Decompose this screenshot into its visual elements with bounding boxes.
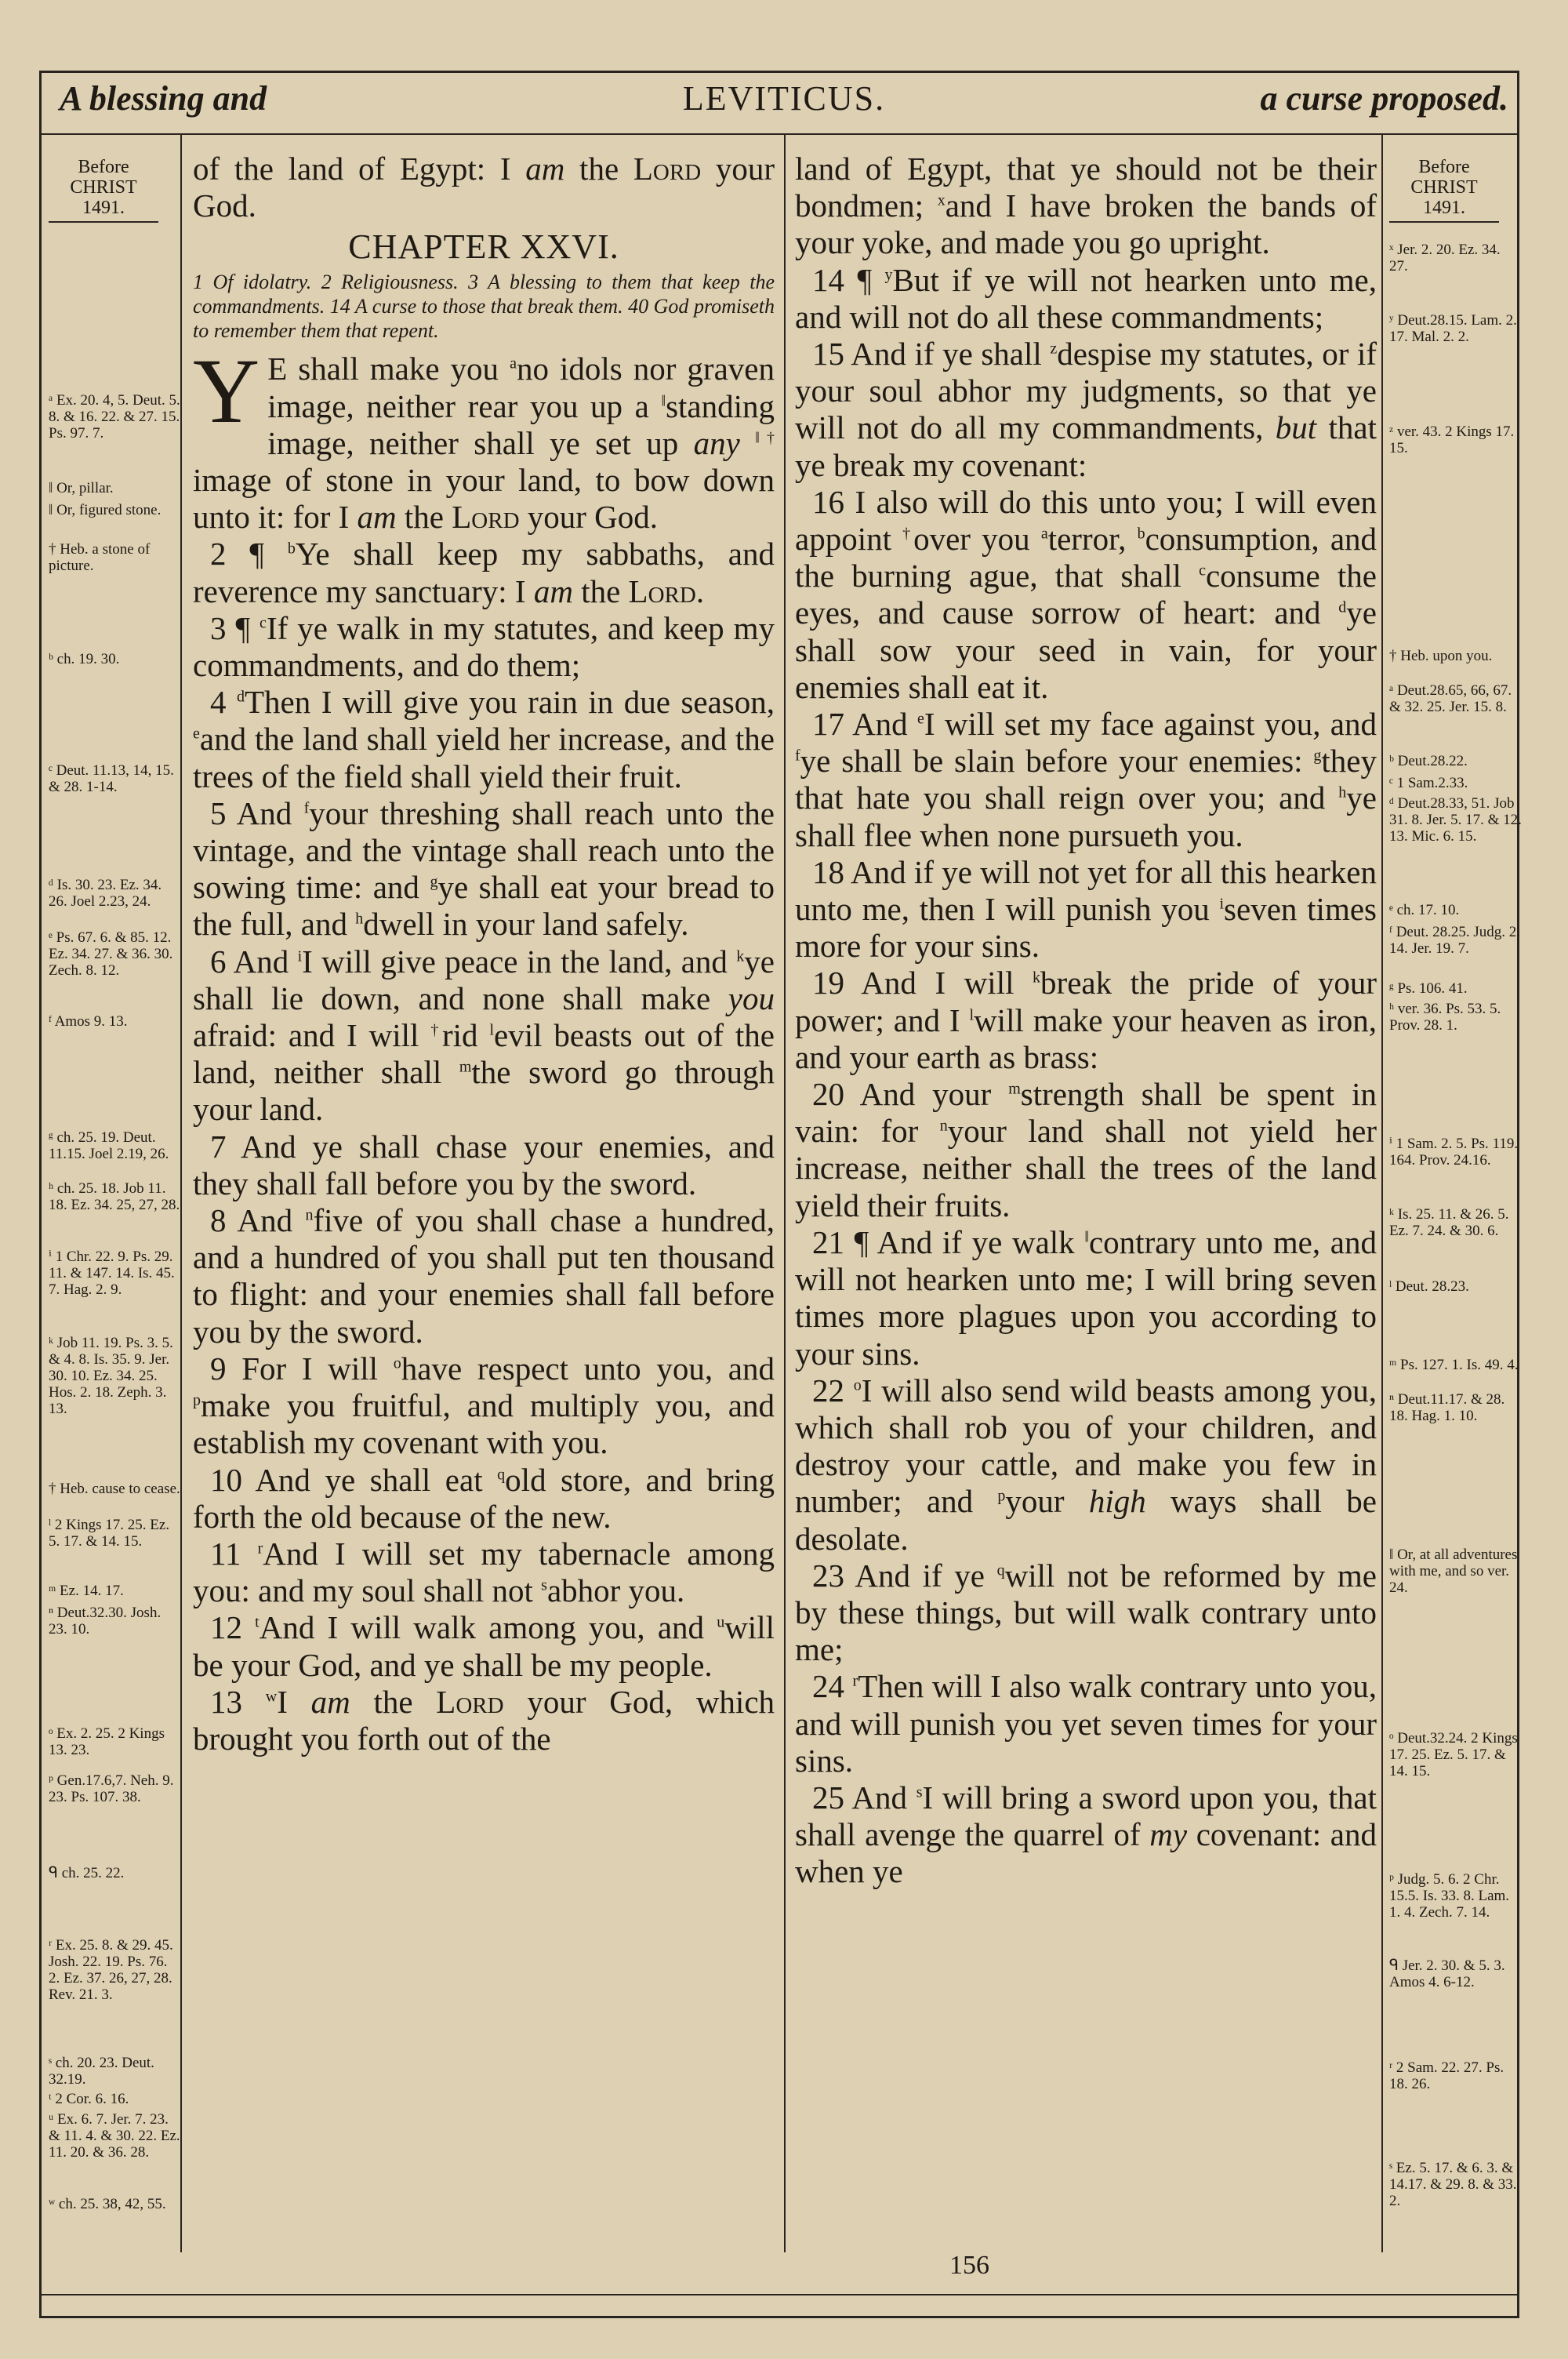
margin-note: ˡ 2 Kings 17. 25. Ez. 5. 17. & 14. 15. <box>49 1517 170 1550</box>
margin-note: ᵖ Judg. 5. 6. 2 Chr. 15.5. Is. 33. 8. Lam. 1. 4. Zech. 7. 14. <box>1389 1871 1510 1921</box>
verse-continuation: of the land of Egypt: I am the Lord your God. <box>193 151 775 224</box>
margin-note: ᶜ 1 Sam.2.33. <box>1389 775 1468 791</box>
margin-note: ‖ Or, pillar. <box>49 480 114 496</box>
margin-note: ‖ Or, at all adventures with me, and so ver. 24. <box>1389 1547 1518 1596</box>
margin-note: ᵇ ch. 19. 30. <box>49 651 120 667</box>
verse-12: 12 $^t$And I will walk among you, and $^u$will be your God, and ye shall be my people. <box>193 1609 775 1683</box>
margin-note: ⁱ 1 Chr. 22. 9. Ps. 29. 11. & 147. 14. Is. 45. 7. Hag. 2. 9. <box>49 1249 175 1298</box>
margin-note: ᵐ Ps. 127. 1. Is. 49. 4. <box>1389 1357 1519 1373</box>
margin-note: ʳ Ex. 25. 8. & 29. 45. Josh. 22. 19. Ps. 76. 2. Ez. 37. 26, 27, 28. Rev. 21. 3. <box>49 1937 173 2003</box>
running-head-book: LEVITICUS. <box>682 79 886 118</box>
verse-18: 18 And if ye will not yet for all this hearken unto me, then I will punish you $^i$seven times more for your sins. <box>795 853 1377 965</box>
margin-note: ˣ Jer. 2. 20. Ez. 34. 27. <box>1389 242 1501 274</box>
verse-4: 4 $^d$Then I will give you rain in due season, $^e$and the land shall yield her increase, and the trees of the field shall yield their fruit. <box>193 684 775 794</box>
verse-21: 21 ¶ And if ye walk ‖contrary unto me, and will not hearken unto me; I will bring seven times more plagues upon you according to your sins. <box>795 1223 1377 1372</box>
page-number: 156 <box>949 2251 989 2280</box>
margin-note: ʰ ch. 25. 18. Job 11. 18. Ez. 34. 25, 27, 28. <box>49 1180 180 1213</box>
margin-note: ᑫ Jer. 2. 30. & 5. 3. Amos 4. 6-12. <box>1389 1957 1505 1990</box>
margin-note: ʷ ch. 25. 38, 42, 55. <box>49 2196 166 2212</box>
margin-note: ᶻ ver. 43. 2 Kings 17. 15. <box>1389 423 1515 456</box>
verse-7: 7 And ye shall chase your enemies, and they shall fall before you by the sword. <box>193 1128 775 1201</box>
verse-9: 9 For I will $^o$have respect unto you, and $^p$make you fruitful, and multiply you, and establish my covenant with you. <box>193 1350 775 1461</box>
verse-20: 20 And your $^m$strength shall be spent in vain: for $^n$your land shall not yield her increase, neither shall the trees of the land yield their fruits. <box>795 1076 1377 1223</box>
margin-note: ᵏ Is. 25. 11. & 26. 5. Ez. 7. 24. & 30. 6. <box>1389 1206 1509 1239</box>
margin-note: ᵍ Ps. 106. 41. <box>1389 980 1468 997</box>
margin-note: ᶜ Deut. 11.13, 14, 15. & 28. 1-14. <box>49 762 174 795</box>
margin-note: ᵉ Ps. 67. 6. & 85. 12. Ez. 34. 27. & 36. 30. Zech. 8. 12. <box>49 929 173 979</box>
margin-note: ᵏ Job 11. 19. Ps. 3. 5. & 4. 8. Is. 35. 9. Jer. 30. 10. Ez. 34. 25. Hos. 2. 18. Zeph. 3. 13. <box>49 1335 173 1417</box>
margin-note: † Heb. upon you. <box>1389 648 1493 664</box>
verse-16: 16 I also will do this unto you; I will even appoint †over you $^a$terror, $^b$consumption, and the burning ague, that shall $^c$consume the eyes, and cause sorrow of heart: and $^d$ye shall sow your seed in vain, for your enemies shall eat it. <box>795 483 1377 705</box>
margin-note: ⁿ Deut.11.17. & 28. 18. Hag. 1. 10. <box>1389 1391 1505 1424</box>
text-column-left <box>193 151 775 1757</box>
margin-note: ᑫ ch. 25. 22. <box>49 1865 125 1881</box>
verse-23: 23 And if ye $^q$will not be reformed by me by these things, but will walk contrary unto me; <box>795 1557 1377 1668</box>
margin-note: ᵃ Deut.28.65, 66, 67. & 32. 25. Jer. 15. 8. <box>1389 682 1512 715</box>
verse-24: 24 $^r$Then will I also walk contrary unto you, and will punish you yet seven times for your sins. <box>795 1668 1377 1779</box>
margin-note: † Heb. a stone of picture. <box>49 541 151 574</box>
verse-1: Y E shall make you $^a$no idols nor graven image, neither rear you up a ‖standing image, neither shall ye set up any ‖† image of stone in your land, to bow down unto it: for I am the Lord your God. <box>193 340 775 536</box>
margin-note: ᵖ Gen.17.6,7. Neh. 9. 23. Ps. 107. 38. <box>49 1772 174 1805</box>
verse-13: 13 $^w$I am the Lord your God, which brought you forth out of the <box>193 1683 775 1757</box>
verse-5: 5 And $^f$your threshing shall reach unto the vintage, and the vintage shall reach unto the sowing time: and $^g$ye shall eat your bread to the full, and $^h$dwell in your land safely. <box>193 794 775 943</box>
margin-note: ᵘ Ex. 6. 7. Jer. 7. 23. & 11. 4. & 30. 22. Ez. 11. 20. & 36. 28. <box>49 2111 180 2161</box>
margin-note: ᶠ Amos 9. 13. <box>49 1013 128 1030</box>
margin-note: ‖ Or, figured stone. <box>49 502 162 518</box>
margin-note: ᶠ Deut. 28.25. Judg. 2. 14. Jer. 19. 7. <box>1389 924 1521 957</box>
before-christ-right: Before CHRIST 1491. <box>1389 157 1499 223</box>
right-margin-rule <box>1381 135 1383 2252</box>
margin-note: ʳ 2 Sam. 22. 27. Ps. 18. 26. <box>1389 2059 1504 2092</box>
footer-rule <box>39 2294 1519 2295</box>
before-christ-left: Before CHRIST 1491. <box>49 157 158 223</box>
column-divider <box>784 135 786 2252</box>
verse-22: 22 $^o$I will also send wild beasts among you, which shall rob you of your children, and destroy your cattle, and make you few in number; and $^p$your high ways shall be desolate. <box>795 1372 1377 1557</box>
verse-15: 15 And if ye shall $^z$despise my statutes, or if your soul abhor my judgments, so that ye will not do all my commandments, but that ye break my covenant: <box>795 336 1377 483</box>
verse-13-continuation: land of Egypt, that ye should not be their bondmen; $^x$and I have broken the bands of your yoke, and made you go upright. <box>795 151 1377 261</box>
verse-10: 10 And ye shall eat $^q$old store, and bring forth the old because of the new. <box>193 1461 775 1535</box>
chapter-heading: CHAPTER XXVI. <box>348 227 619 267</box>
verse-14: 14 ¶ $^y$But if ye will not hearken unto me, and will not do all these commandments; <box>795 261 1377 335</box>
margin-note: ˢ ch. 20. 23. Deut. 32.19. <box>49 2055 154 2088</box>
margin-note: ᵒ Deut.32.24. 2 Kings 17. 25. Ez. 5. 17. & 14. 15. <box>1389 1730 1518 1779</box>
verse-3: 3 ¶ $^c$If ye walk in my statutes, and keep my commandments, and do them; <box>193 609 775 684</box>
verse-6: 6 And $^i$I will give peace in the land, and $^k$ye shall lie down, and none shall make you afraid: and I will †rid $^l$evil beasts out of the land, neither shall $^m$the sword go through your land. <box>193 943 775 1128</box>
margin-note: ʸ Deut.28.15. Lam. 2. 17. Mal. 2. 2. <box>1389 312 1517 345</box>
text-column-right <box>795 151 1377 1891</box>
margin-note: ᵉ ch. 17. 10. <box>1389 902 1460 918</box>
verse-25: 25 And $^s$I will bring a sword upon you, that shall avenge the quarrel of my covenant: and when ye <box>795 1779 1377 1890</box>
right-margin-notes <box>1389 157 1522 2209</box>
header-rule <box>39 133 1519 135</box>
margin-note: ⁱ 1 Sam. 2. 5. Ps. 119. 164. Prov. 24.16. <box>1389 1136 1519 1169</box>
running-head-right: a curse proposed. <box>1260 79 1508 118</box>
margin-note: ᵒ Ex. 2. 25. 2 Kings 13. 23. <box>49 1725 165 1758</box>
chapter-summary: 1 Of idolatry. 2 Religiousness. 3 A blessing to them that keep the commandments. 14 A curse to those that break them. 40 God promiseth to remember them that repent. <box>193 271 775 343</box>
verse-17: 17 And $^e$I will set my face against you, and $^f$ye shall be slain before your enemies: $^g$they that hate you shall reign over you; and $^h$ye shall flee when none pursueth you. <box>795 706 1377 853</box>
margin-note: ˡ Deut. 28.23. <box>1389 1278 1469 1295</box>
margin-note: ᵃ Ex. 20. 4, 5. Deut. 5. 8. & 16. 22. & 27. 15. Ps. 97. 7. <box>49 392 180 442</box>
margin-note: ᵈ Deut.28.33, 51. Job 31. 8. Jer. 5. 17. & 12. 13. Mic. 6. 15. <box>1389 795 1522 845</box>
margin-note: † Heb. cause to cease. <box>49 1481 180 1497</box>
margin-note: ᵐ Ez. 14. 17. <box>49 1583 124 1599</box>
verse-2: 2 ¶ $^b$Ye shall keep my sabbaths, and reverence my sanctuary: I am the Lord. <box>193 536 775 609</box>
left-margin-notes <box>49 157 180 2212</box>
margin-note: ʰ ver. 36. Ps. 53. 5. Prov. 28. 1. <box>1389 1001 1501 1034</box>
verse-8: 8 And $^n$five of you shall chase a hundred, and a hundred of you shall put ten thousand to flight: and your enemies shall fall before you by the sword. <box>193 1202 775 1350</box>
margin-note: ᵇ Deut.28.22. <box>1389 753 1468 769</box>
margin-note: ⁿ Deut.32.30. Josh. 23. 10. <box>49 1605 162 1637</box>
margin-note: ᵗ 2 Cor. 6. 16. <box>49 2091 129 2107</box>
drop-cap: Y <box>193 340 260 443</box>
verse-11: 11 $^r$And I will set my tabernacle among you: and my soul shall not $^s$abhor you. <box>193 1535 775 1609</box>
margin-note: ᵈ Is. 30. 23. Ez. 34. 26. Joel 2.23, 24. <box>49 877 162 910</box>
verse-19: 19 And I will $^k$break the pride of your power; and I $^l$will make your heaven as iron, and your earth as brass: <box>795 965 1377 1075</box>
running-head-left: A blessing and <box>60 79 267 118</box>
margin-note: ᵍ ch. 25. 19. Deut. 11.15. Joel 2.19, 26. <box>49 1129 169 1162</box>
margin-note: ˢ Ez. 5. 17. & 6. 3. & 14.17. & 29. 8. & 33. 2. <box>1389 2160 1517 2209</box>
